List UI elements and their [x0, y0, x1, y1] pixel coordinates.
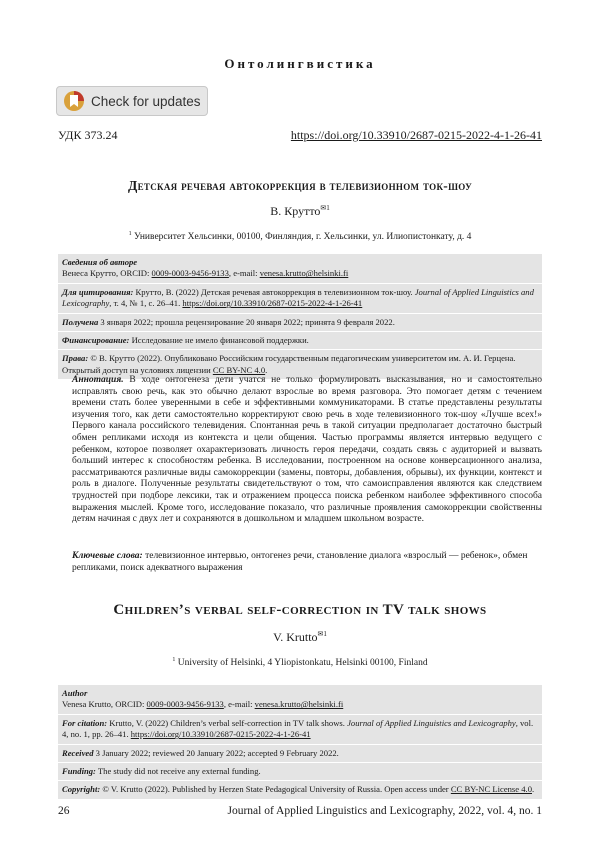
author-prefix: Venesa Krutto, ORCID: — [62, 699, 147, 710]
email-link[interactable]: venesa.krutto@helsinki.fi — [259, 268, 349, 279]
doi-link[interactable]: https://doi.org/10.33910/2687-0215-2022-4-1-26-41 — [290, 128, 542, 142]
author-en — [0, 630, 600, 645]
author-details — [62, 268, 538, 279]
title-ru: Детская речевая автокоррекция в телевизионном ток-шоу — [128, 178, 472, 193]
divider — [58, 313, 542, 314]
divider — [58, 744, 542, 745]
affiliation-mark: 1 — [172, 657, 176, 663]
received-text: 3 января 2022; прошла рецензирование 20 января 2022; принята 9 февраля 2022. — [98, 316, 395, 327]
rights-label: Copyright: — [62, 784, 101, 795]
citation — [62, 718, 538, 741]
author-info-label: Сведения об авторе — [62, 257, 138, 267]
author-info-label: Author — [62, 688, 88, 698]
author-info-box-en — [58, 685, 542, 799]
citation-label: For citation: — [62, 717, 108, 728]
section-title: Онтолингвистика — [224, 56, 376, 71]
author-name: В. Крутто — [270, 204, 321, 218]
received — [62, 317, 538, 328]
divider — [58, 283, 542, 284]
rights-text: © В. Крутто (2022). Опубликовано Российским государственным педагогическим университетом им. А. И. Герцена. Открытый доступ на условиях лицензии — [62, 353, 516, 375]
received-label: Received — [62, 747, 94, 758]
rights — [62, 353, 538, 376]
author-prefix: Венеса Крутто, ORCID: — [62, 268, 152, 279]
author-details — [62, 699, 538, 710]
affiliation-en — [0, 657, 600, 668]
orcid-link[interactable]: 0009-0003-9456-9133 — [151, 268, 229, 279]
funding — [62, 766, 538, 777]
rights-text: © V. Krutto (2022). Published by Herzen State Pedagogical University of Russia. Open access under — [100, 784, 451, 795]
check-for-updates-label: Check for updates — [91, 93, 201, 109]
journal-footer: Journal of Applied Linguistics and Lexicography, 2022, vol. 4, no. 1 — [227, 805, 542, 817]
check-for-updates-button[interactable] — [56, 86, 208, 116]
title-en: Children’s verbal self-correction in TV talk shows — [113, 602, 487, 618]
orcid-link[interactable]: 0009-0003-9456-9133 — [146, 699, 224, 710]
citation-text: Krutto, V. (2022) Children’s verbal self-correction in TV talk shows. — [107, 717, 348, 728]
citation-journal: Journal of Applied Linguistics and Lexicography — [347, 717, 516, 728]
bookmark-update-icon — [63, 90, 85, 112]
email-link[interactable]: venesa.krutto@helsinki.fi — [254, 699, 344, 710]
divider — [58, 780, 542, 781]
author-info — [62, 688, 538, 699]
author-info — [62, 257, 538, 268]
license-link[interactable]: CC BY-NC License 4.0 — [450, 784, 532, 795]
citation-text: Крутто, В. (2022) Детская речевая автокоррекция в телевизионном ток-шоу. — [133, 286, 415, 297]
author-ru — [0, 204, 600, 219]
keywords-label: Ключевые слова: — [72, 551, 143, 561]
udk-code: УДК 373.24 — [58, 128, 118, 142]
funding — [62, 335, 538, 346]
divider — [58, 714, 542, 715]
email-prefix: , e-mail: — [223, 699, 255, 710]
divider — [58, 331, 542, 332]
author-info-box-ru — [58, 254, 542, 379]
funding-label: Funding: — [62, 766, 96, 777]
citation — [62, 287, 538, 310]
affiliation-mark: 1 — [128, 231, 132, 237]
author-mark: ✉1 — [320, 204, 330, 212]
license-link[interactable]: CC BY-NC 4.0 — [212, 364, 266, 375]
author-mark: ✉1 — [317, 630, 327, 638]
received — [62, 748, 538, 759]
citation-label: Для цитирования: — [62, 286, 134, 297]
funding-label: Финансирование: — [62, 335, 130, 346]
abstract-text: В ходе онтогенеза дети учатся не только формулировать высказывания, но и самостоятельно исправлять свою речь, как это обычно делают взрослые во время разговора. Это помогает детям с течением времени стать более уверенными в себе и эффективными коммуникаторами. В статье представлены результаты изучения того, как дети самостоятельно корректируют свою речь в ходе телевизионного ток-шоу «Лучше всех!» Первого канала российского телевидения. Спонтанная речь в такой ситуации предполагает достаточно быстрый обмен репликами исходя из контекста и цели общения. Частью программы является интервью ведущего с ребенком, которое позволяет охарактеризовать личность героя передачи, создать связь с аудиторией и вызвать больший интерес к способностям ребенка. В исследовании, построенном на основе конверсационного анализа, рассматриваются различные виды самокоррекции (замены, повторы, добавления, обрывы), их функции, контекст и роль в диалоге. Полученные результаты свидетельствуют о том, что самоисправления являются как следствием трудностей при подборе лексики, так и отражением процесса поиска ребенком наиболее эффективного способа выражения мыслей. Кроме того, исследование показало, что различные проявления самокоррекции свойственны детям начиная с двух лет и сохраняются в дошкольном и младшем школьном возрасте. — [72, 375, 542, 525]
keywords-text: телевизионное интервью, онтогенез речи, становление диалога «взрослый — ребенок», обмен репликами, поиск адекватного выражения — [72, 551, 528, 573]
citation-tail: , vol. 4, no. 1, pp. 26–41. — [62, 717, 534, 740]
citation-tail: , т. 4, № 1, с. 26–41. — [109, 298, 183, 309]
funding-text: The study did not receive any external funding. — [95, 766, 261, 777]
rights-end: . — [532, 784, 535, 795]
keywords-ru — [72, 551, 542, 574]
affiliation-ru — [0, 231, 600, 242]
email-prefix: , e-mail: — [228, 268, 260, 279]
citation-journal: Journal of Applied Linguistics and Lexicography — [62, 286, 534, 309]
rights-label: Права: — [62, 353, 89, 364]
divider — [58, 762, 542, 763]
received-label: Получена — [62, 316, 99, 327]
funding-text: Исследование не имело финансовой поддержки. — [129, 335, 309, 346]
affiliation-text: Университет Хельсинки, 00100, Финляндия, г. Хельсинки, ул. Илиопистонкату, д. 4 — [133, 232, 472, 243]
page-number: 26 — [58, 805, 70, 817]
divider — [58, 349, 542, 350]
received-text: 3 January 2022; reviewed 20 January 2022; accepted 9 February 2022. — [93, 747, 339, 758]
abstract-label: Аннотация. — [72, 375, 124, 385]
rights — [62, 784, 538, 795]
citation-doi-link[interactable]: https://doi.org/10.33910/2687-0215-2022-4-1-26-41 — [130, 729, 311, 740]
author-name: V. Krutto — [273, 630, 318, 644]
affiliation-text: University of Helsinki, 4 Yliopistonkatu, Helsinki 00100, Finland — [177, 658, 428, 669]
abstract-ru — [72, 375, 542, 526]
rights-end: . — [265, 364, 268, 375]
citation-doi-link[interactable]: https://doi.org/10.33910/2687-0215-2022-4-1-26-41 — [182, 298, 363, 309]
